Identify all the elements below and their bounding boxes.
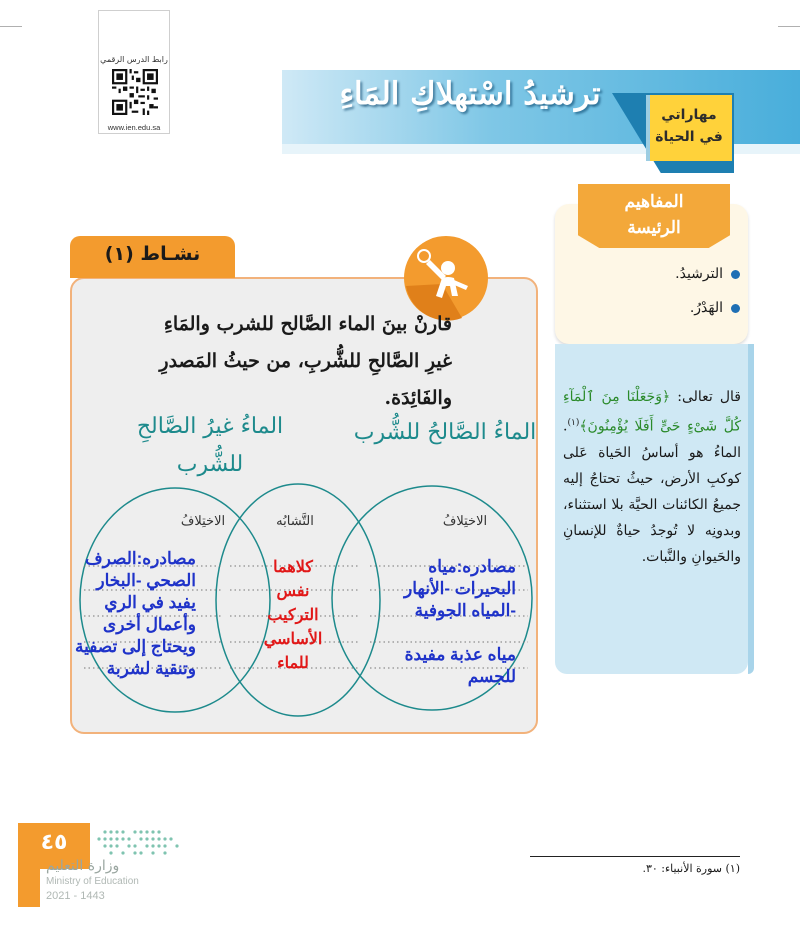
qr-code-icon[interactable]: [112, 69, 158, 115]
page-tab-strip: [18, 867, 40, 907]
concepts-title-line-2: الرئيسة: [627, 218, 681, 238]
drinkable-answers: [360, 556, 516, 688]
activity-question: [102, 306, 452, 417]
answer-line: الصحي -البخار: [96, 571, 196, 590]
concept-label: الترشيدُ.: [675, 266, 723, 282]
crop-mark: [778, 26, 800, 27]
quran-verse: ﴿وَجَعَلْنَا مِنَ ٱلْمَآءِ كُلَّ شَىْءٍ حَىٍّ أَفَلَا يُؤْمِنُونَ﴾: [563, 389, 741, 435]
ministry-logo-icon: [95, 826, 195, 856]
skills-line-1: مهاراتي: [661, 107, 717, 123]
qr-url[interactable]: www.ien.edu.sa: [107, 123, 161, 132]
answer-line: كلاهما: [273, 559, 313, 576]
qr-caption: رابط الدرس الرقمي: [100, 55, 168, 64]
page-number: ٤٥: [40, 830, 68, 855]
heading-undrinkable-line-1: الماءُ غيرُ الصَّالحِ: [136, 414, 284, 439]
column-head-similarity: التَّشابُه: [276, 514, 314, 529]
answer-line: مصادره:مياه: [428, 557, 516, 576]
question-line-1: قارنْ بينَ الماء الصَّالح للشرب والمَاءِ: [163, 313, 452, 335]
answer-line: [360, 622, 516, 644]
answer-line: يفيد في الري: [104, 593, 196, 612]
skills-line-2: في الحياة: [655, 129, 723, 145]
quran-text: قال تعالى: ﴿وَجَعَلْنَا مِنَ ٱلْمَآءِ كُلَّ شَىْءٍ حَىٍّ أَفَلَا يُؤْمِنُونَ﴾$^{(١)}$. الماءُ هو أساسُ الحَياة عَلى كوكبِ الأرض، حيثُ تحتاجُ إليه جميعُ الكائنات الحيَّة بلا استثناء، وبدونِه لا تُوجدُ حياةٌ للإنسانِ والحَيوانِ والنَّبات.: [563, 389, 741, 565]
answer-line: وتنقية لشربة: [106, 659, 196, 678]
ministry-name-english: Ministry of Education: [46, 876, 139, 887]
edition-year: 2021 - 1443: [46, 890, 105, 902]
crop-mark: [0, 26, 22, 27]
answer-line: الأساسي: [263, 631, 323, 648]
answer-line: للماء: [277, 655, 309, 672]
water-importance-text: الماءُ هو أساسُ الحَياة عَلى كوكبِ الأرض، حيثُ تحتاجُ إليه جميعُ الكائنات الحيَّة بلا استثناء، وبدونِه لا تُوجدُ حياةٌ للإنسانِ والحَيوانِ والنَّبات.: [563, 444, 741, 565]
concepts-title-line-1: المفاهيم: [624, 192, 684, 212]
digital-lesson-qr[interactable]: [98, 10, 170, 134]
skills-badge-text: [646, 104, 732, 148]
concept-item: [590, 266, 740, 282]
footnote-divider: [530, 856, 740, 857]
answer-line: نفس: [276, 583, 310, 600]
lesson-title: ترشيدُ اسْتهلاكِ المَاءِ: [339, 76, 601, 112]
ministry-name-arabic: وزارة التعليم: [46, 858, 120, 874]
answer-line: البحيرات -الأنهار: [403, 579, 516, 598]
key-concepts-title: [578, 189, 730, 241]
answer-line: التركيب: [267, 607, 319, 624]
footnote-ref: (١): [567, 418, 580, 428]
panel-edge: [748, 344, 754, 674]
quran-intro: قال تعالى:: [670, 389, 741, 405]
heading-drinkable-water: الماءُ الصَّالحُ للشُّرب: [353, 420, 537, 445]
answer-line: ويحتاج إلى تصفية: [74, 637, 196, 656]
answer-line: للجسم: [467, 667, 516, 686]
heading-undrinkable-line-2: للشُّرب: [176, 452, 244, 477]
question-line-2: غيرِ الصَّالحِ للشُّربِ، من حيثُ المَصدرِ والفَائِدَة.: [159, 350, 452, 409]
column-head-difference-drinkable: الاختِلافُ: [442, 514, 488, 529]
answer-line: مياه عذبة مفيدة: [404, 645, 516, 664]
footnote: (١) سورة الأنبياء: ٣٠.: [642, 862, 740, 875]
similarity-answers: [248, 556, 338, 676]
activity-label: نشـاط (١): [104, 243, 201, 265]
bullet-icon: [731, 270, 740, 279]
undrinkable-answers: [56, 548, 196, 680]
concept-item: [590, 300, 740, 316]
answer-line: وأعمال أخرى: [102, 615, 196, 634]
answer-line: مصادره:الصرف: [84, 549, 196, 568]
bullet-icon: [731, 304, 740, 313]
answer-line: -المياه الجوفية: [414, 601, 516, 620]
column-head-difference-undrinkable: الاختِلافُ: [180, 514, 226, 529]
concept-label: الهَدْرُ.: [689, 300, 723, 316]
